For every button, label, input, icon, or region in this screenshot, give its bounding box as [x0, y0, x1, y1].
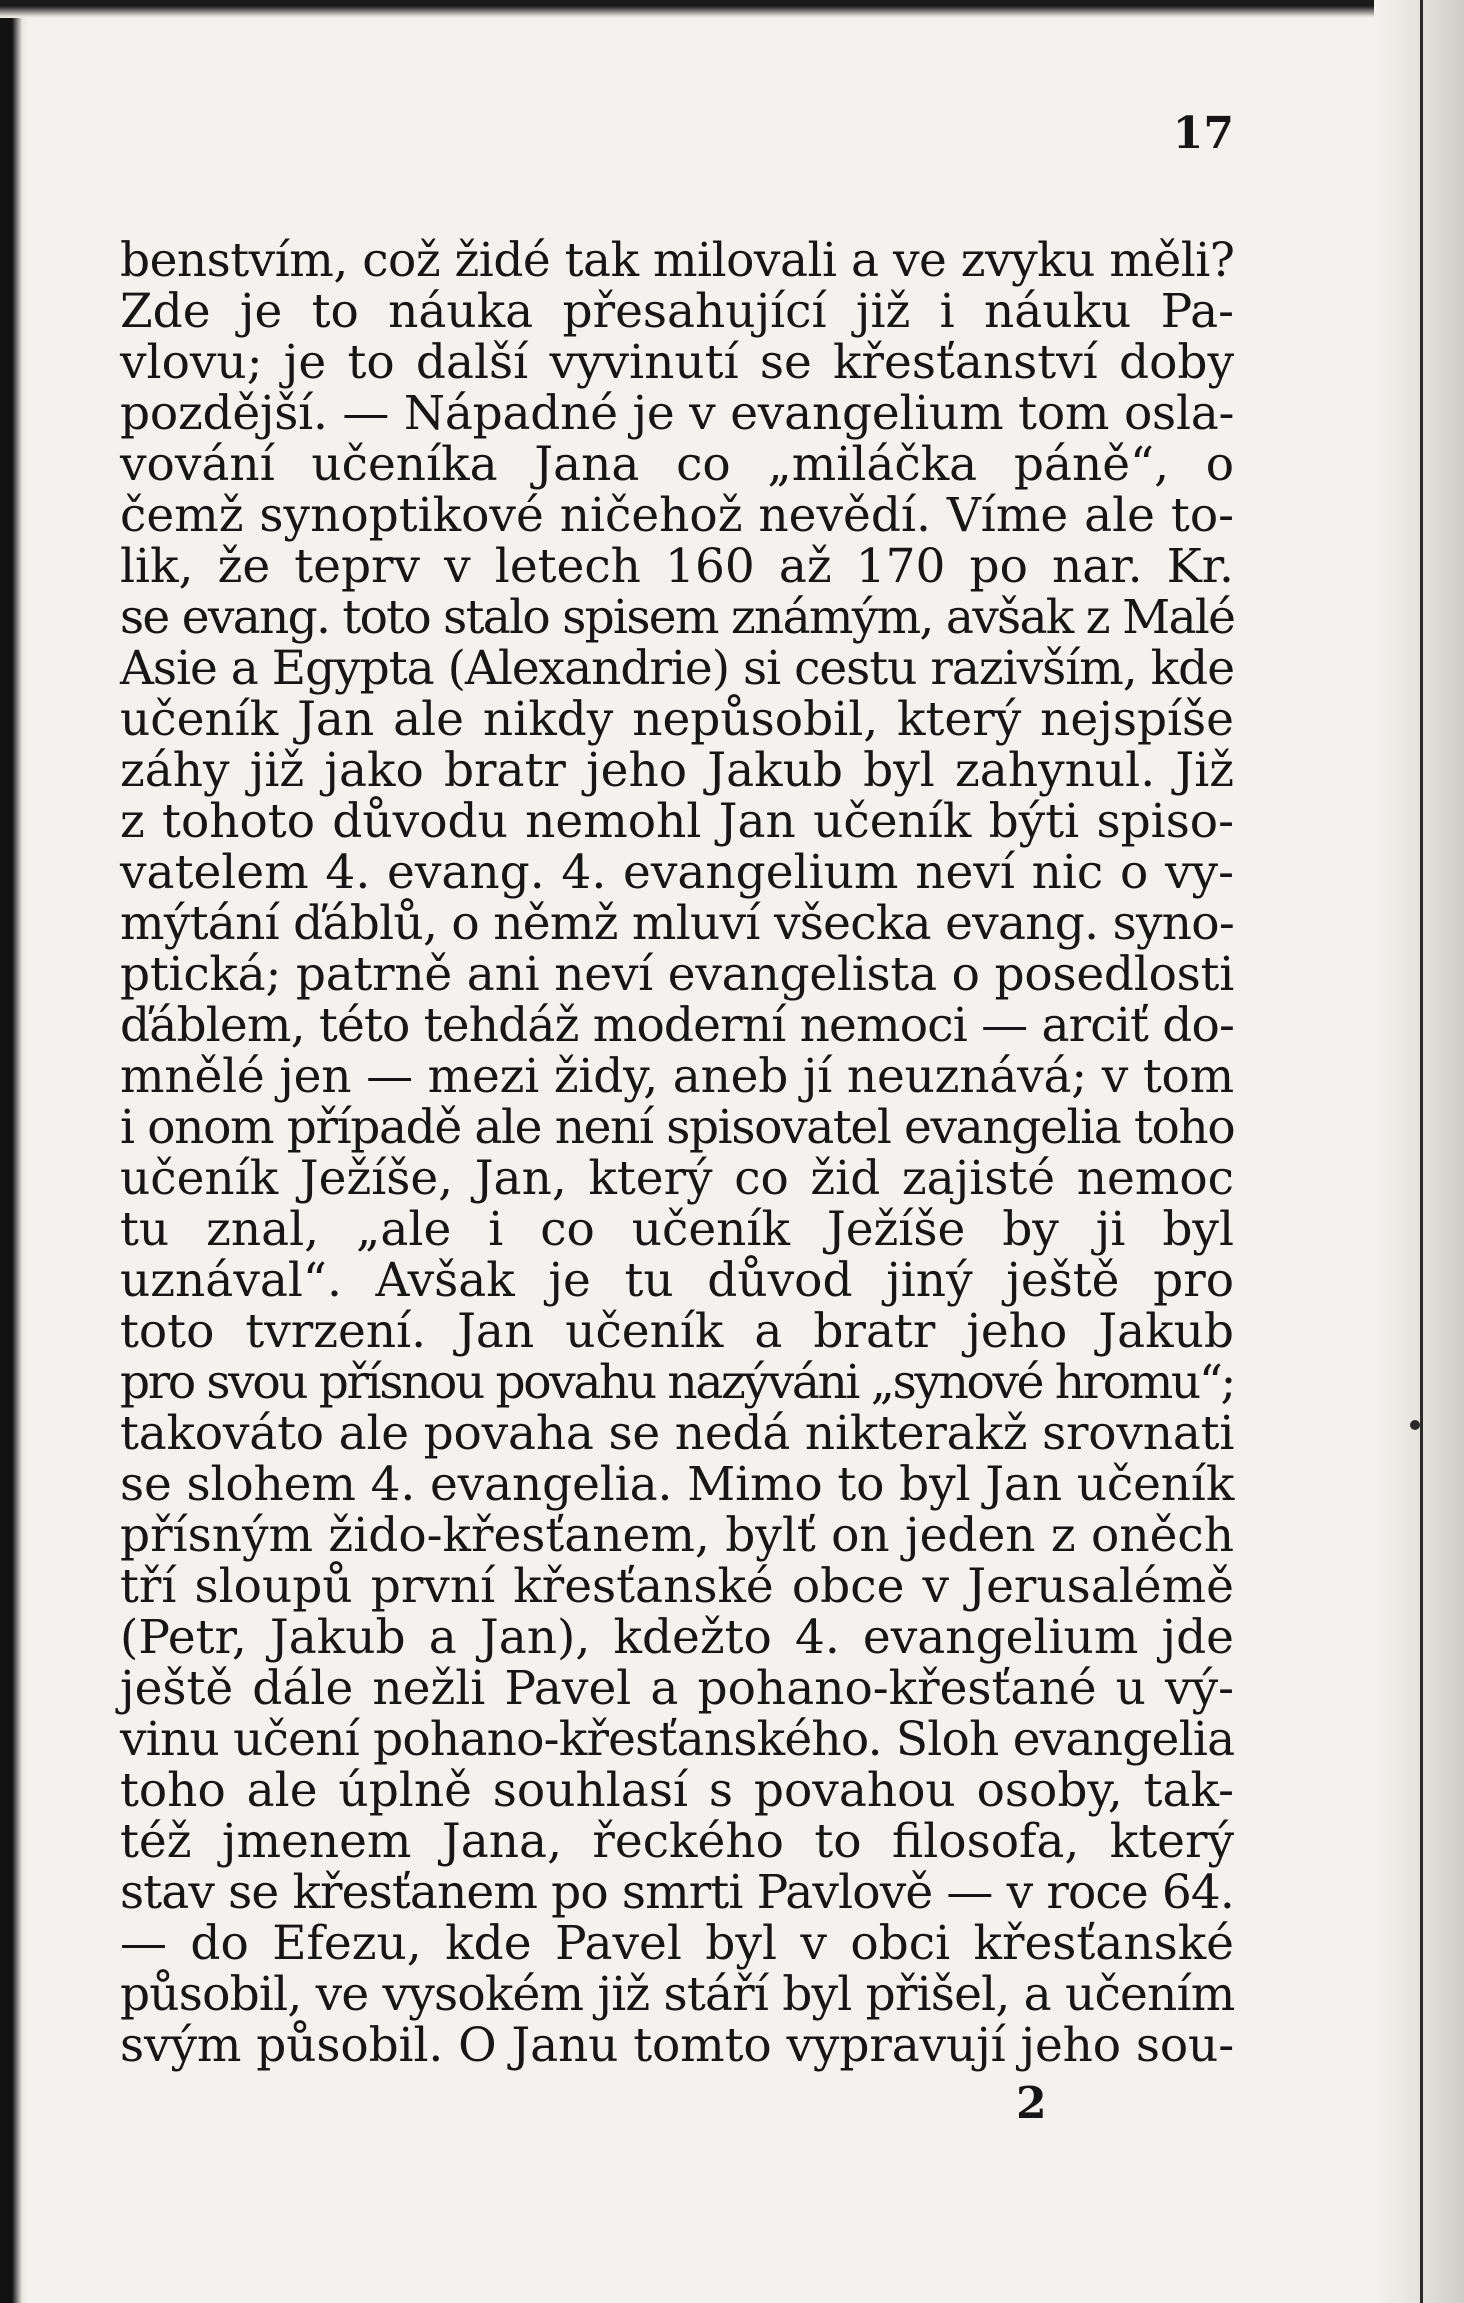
text-line: pozdější. — Nápadné je v evangelium tom osla- — [120, 386, 1235, 441]
text-line: tří sloupů první křesťanské obce v Jerusalémě — [120, 1559, 1234, 1614]
text-line: uznával“. Avšak je tu důvod jiný ještě pro — [120, 1253, 1234, 1308]
text-line: pro svou přísnou povahu nazýváni „synové hromu“; — [120, 1355, 1234, 1410]
text-line: vlovu; je to další vyvinutí se křesťanství doby — [120, 335, 1234, 390]
text-line: se slohem 4. evangelia. Mimo to byl Jan učeník — [120, 1457, 1235, 1512]
text-line: Zde je to náuka přesahující již i náuku Pa- — [120, 284, 1234, 339]
text-line: toto tvrzení. Jan učeník a bratr jeho Jakub — [120, 1304, 1234, 1359]
text-line: ptická; patrně ani neví evangelista o posedlosti — [120, 947, 1234, 1002]
text-line: mýtání ďáblů, o němž mluví všecka evang. syno- — [120, 896, 1234, 951]
text-line: (Petr, Jakub a Jan), kdežto 4. evangelium jde — [120, 1610, 1234, 1665]
text-line: stav se křesťanem po smrti Pavlově — v roce 64. — [120, 1865, 1234, 1920]
text-line: svým působil. O Janu tomto vypravují jeho sou- — [120, 2018, 1234, 2073]
text-line: vování učeníka Jana co „miláčka páně“, o — [120, 437, 1234, 492]
right-page-border — [1420, 0, 1423, 2303]
text-line: čemž synoptikové ničehož nevědí. Víme ale to- — [120, 488, 1234, 543]
text-line: působil, ve vysokém již stáří byl přišel, a učením — [120, 1967, 1235, 2022]
text-line: záhy již jako bratr jeho Jakub byl zahynul. Již — [120, 743, 1234, 798]
right-page-shadow — [1374, 0, 1464, 2303]
text-line: ještě dále nežli Pavel a pohano-křesťané u vý- — [120, 1661, 1234, 1716]
text-line: i onom případě ale není spisovatel evangelia toho — [120, 1100, 1235, 1155]
top-page-edge — [0, 0, 1464, 18]
text-line: tu znal, „ale i co učeník Ježíše by ji byl — [120, 1202, 1234, 1257]
text-line: lik, že teprv v letech 160 až 170 po nar. Kr. — [120, 539, 1234, 594]
text-line: učeník Ježíše, Jan, který co žid zajisté nemoc — [120, 1151, 1234, 1206]
text-line: benstvím, což židé tak milovali a ve zvyku měli? — [120, 233, 1235, 288]
text-line: — do Efezu, kde Pavel byl v obci křesťanské — [120, 1916, 1234, 1971]
text-line: se evang. toto stalo spisem známým, avšak z Malé — [120, 590, 1235, 645]
text-line: vinu učení pohano-křesťanského. Sloh evangelia — [120, 1712, 1235, 1767]
text-line: toho ale úplně souhlasí s povahou osoby, tak- — [120, 1763, 1234, 1818]
body-text — [120, 235, 1234, 2071]
text-line: vatelem 4. evang. 4. evangelium neví nic o vy- — [120, 845, 1234, 900]
page-number: 17 — [1172, 108, 1234, 159]
text-line: takováto ale povaha se nedá nikterakž srovnati — [120, 1406, 1235, 1461]
text-line: ďáblem, této tehdáž moderní nemoci — arciť do- — [120, 998, 1234, 1053]
text-line: Asie a Egypta (Alexandrie) si cestu razivším, kde — [120, 641, 1234, 696]
text-line: též jmenem Jana, řeckého to filosofa, který — [120, 1814, 1234, 1869]
text-line: mnělé jen — mezi židy, aneb jí neuznává; v tom — [120, 1049, 1234, 1104]
signature-mark: 2 — [1016, 2078, 1047, 2129]
left-page-edge — [0, 0, 28, 2303]
book-page — [120, 110, 1234, 2190]
ink-speck — [1410, 1420, 1420, 1430]
text-line: učeník Jan ale nikdy nepůsobil, který nejspíše — [120, 692, 1234, 747]
text-line: přísným žido-křesťanem, bylť on jeden z oněch — [120, 1508, 1234, 1563]
text-line: z tohoto důvodu nemohl Jan učeník býti spiso- — [120, 794, 1234, 849]
